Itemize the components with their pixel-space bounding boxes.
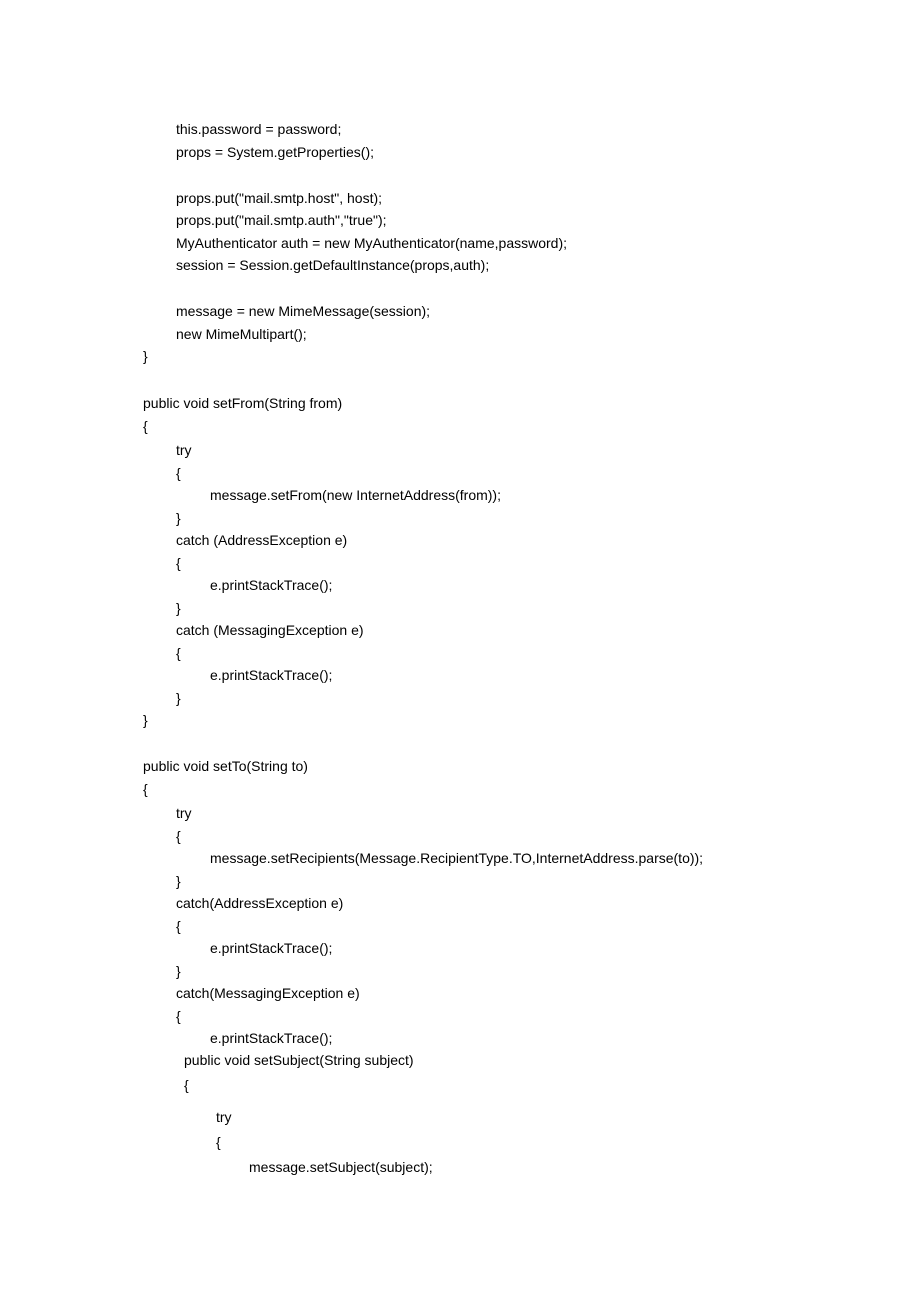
code-line: e.printStackTrace(); bbox=[210, 940, 333, 956]
code-line: } bbox=[176, 690, 181, 706]
code-line: try bbox=[176, 805, 192, 821]
code-line: this.password = password; bbox=[176, 121, 342, 137]
code-line: MyAuthenticator auth = new MyAuthenticator(name,password); bbox=[176, 235, 568, 251]
code-line: { bbox=[176, 1008, 181, 1024]
code-line: { bbox=[176, 465, 181, 481]
code-line: { bbox=[143, 781, 148, 797]
code-line: catch (AddressException e) bbox=[176, 532, 348, 548]
code-line: session = Session.getDefaultInstance(props,auth); bbox=[176, 257, 490, 273]
code-line: try bbox=[216, 1109, 232, 1125]
code-line: { bbox=[184, 1077, 189, 1093]
code-line: message.setSubject(subject); bbox=[249, 1159, 433, 1175]
code-line: catch(MessagingException e) bbox=[176, 985, 360, 1001]
code-line: new MimeMultipart(); bbox=[176, 326, 307, 342]
code-line: { bbox=[143, 418, 148, 434]
code-line: message = new MimeMessage(session); bbox=[176, 303, 431, 319]
code-line: message.setRecipients(Message.RecipientType.TO,InternetAddress.parse(to)); bbox=[210, 850, 704, 866]
code-line: props.put("mail.smtp.auth","true"); bbox=[176, 212, 387, 228]
code-line: try bbox=[176, 442, 192, 458]
code-line: } bbox=[176, 873, 181, 889]
code-line: e.printStackTrace(); bbox=[210, 1030, 333, 1046]
code-line: public void setTo(String to) bbox=[143, 758, 308, 774]
code-line: } bbox=[176, 600, 181, 616]
code-line: catch (MessagingException e) bbox=[176, 622, 364, 638]
code-line: catch(AddressException e) bbox=[176, 895, 344, 911]
code-line: props.put("mail.smtp.host", host); bbox=[176, 190, 383, 206]
code-line: { bbox=[176, 828, 181, 844]
code-line: props = System.getProperties(); bbox=[176, 144, 375, 160]
code-line: message.setFrom(new InternetAddress(from)); bbox=[210, 487, 501, 503]
code-line: public void setSubject(String subject) bbox=[184, 1052, 414, 1068]
code-line: } bbox=[143, 348, 148, 364]
code-line: { bbox=[176, 645, 181, 661]
code-line: e.printStackTrace(); bbox=[210, 667, 333, 683]
code-line: { bbox=[216, 1134, 221, 1150]
code-line: { bbox=[176, 555, 181, 571]
code-line: e.printStackTrace(); bbox=[210, 577, 333, 593]
code-line: public void setFrom(String from) bbox=[143, 395, 343, 411]
code-line: } bbox=[143, 712, 148, 728]
code-line: } bbox=[176, 963, 181, 979]
code-line: } bbox=[176, 510, 181, 526]
code-line: { bbox=[176, 918, 181, 934]
